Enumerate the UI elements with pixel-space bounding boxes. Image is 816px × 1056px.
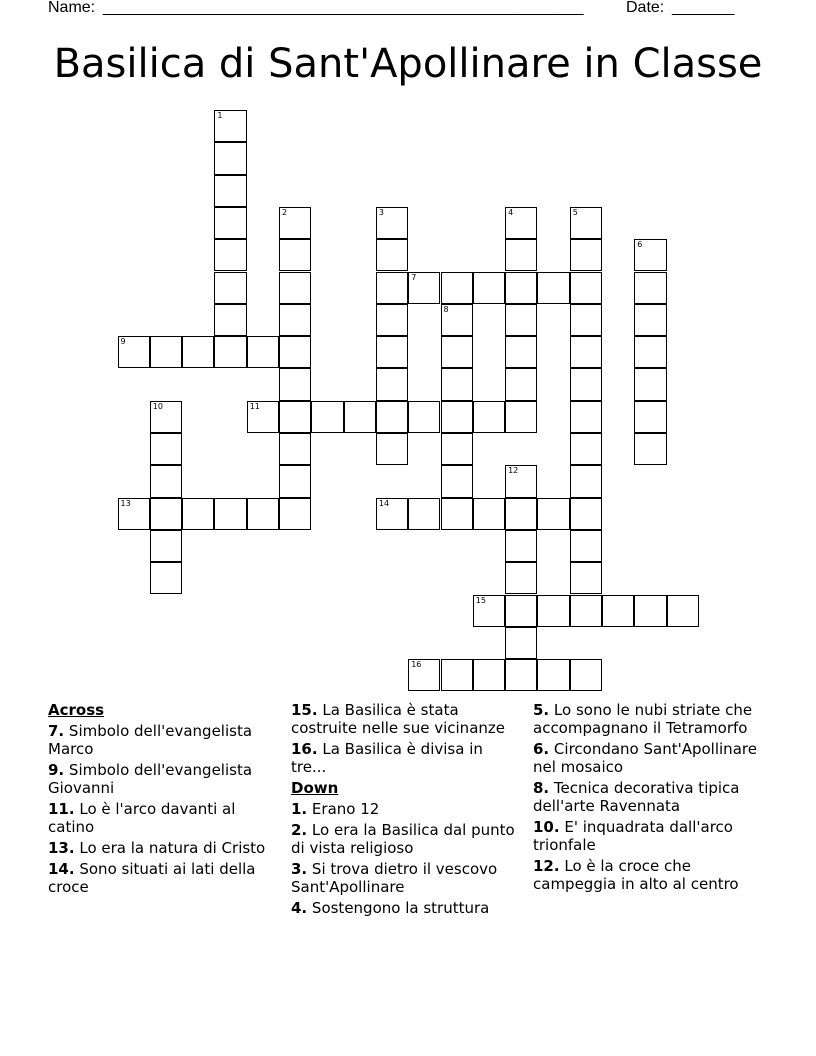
grid-cell[interactable]	[505, 272, 537, 304]
clue-across-14: 14. Sono situati ai lati della croce	[48, 860, 256, 896]
grid-cell[interactable]	[118, 336, 150, 368]
grid-cell[interactable]	[214, 498, 246, 530]
grid-cell[interactable]	[441, 659, 473, 691]
puzzle-title: Basilica di Sant'Apollinare in Classe	[53, 41, 763, 87]
grid-cell[interactable]	[505, 659, 537, 691]
grid-cell[interactable]	[634, 272, 666, 304]
grid-cell[interactable]	[214, 207, 246, 239]
grid-cell[interactable]	[537, 498, 569, 530]
grid-cell[interactable]	[441, 401, 473, 433]
grid-cell[interactable]	[150, 562, 182, 594]
grid-cell[interactable]	[150, 433, 182, 465]
date-field-line[interactable]: _______	[672, 0, 735, 16]
grid-cell[interactable]	[505, 239, 537, 271]
grid-cell[interactable]	[376, 336, 408, 368]
grid-cell[interactable]	[279, 401, 311, 433]
grid-cell[interactable]	[505, 336, 537, 368]
grid-cell[interactable]	[247, 498, 279, 530]
clue-down-12: 12. Lo è la croce che campeggia in alto al centro	[533, 857, 739, 893]
grid-cell[interactable]	[279, 272, 311, 304]
grid-cell[interactable]	[441, 433, 473, 465]
cell-number: 8	[443, 304, 449, 314]
grid-cell[interactable]	[634, 433, 666, 465]
clues-column-3	[533, 701, 778, 896]
date-label: Date:	[626, 0, 665, 16]
cell-number: 6	[637, 240, 643, 250]
clue-across-9: 9. Simbolo dell'evangelista Giovanni	[48, 761, 253, 797]
grid-cell[interactable]	[570, 207, 602, 239]
grid-cell[interactable]	[408, 498, 440, 530]
name-field-line[interactable]: ______________________________________________________	[103, 0, 584, 16]
cell-number: 7	[411, 272, 417, 282]
grid-cell[interactable]	[279, 433, 311, 465]
cell-number: 16	[411, 660, 422, 670]
across-heading: Across	[48, 701, 105, 719]
grid-cell[interactable]	[279, 368, 311, 400]
down-heading: Down	[291, 779, 339, 797]
cell-number: 11	[249, 401, 260, 411]
grid-cell[interactable]	[570, 498, 602, 530]
clue-across-11: 11. Lo è l'arco davanti al catino	[48, 800, 236, 836]
grid-cell[interactable]	[473, 595, 505, 627]
grid-cell[interactable]	[570, 336, 602, 368]
grid-cell[interactable]	[279, 304, 311, 336]
grid-cell[interactable]	[150, 401, 182, 433]
clue-down-10: 10. E' inquadrata dall'arco trionfale	[533, 818, 733, 854]
grid-cell[interactable]	[376, 239, 408, 271]
grid-cell[interactable]	[505, 368, 537, 400]
grid-cell[interactable]	[214, 272, 246, 304]
grid-cell[interactable]	[537, 272, 569, 304]
grid-cell[interactable]	[150, 498, 182, 530]
grid-cell[interactable]	[376, 272, 408, 304]
grid-cell[interactable]	[279, 336, 311, 368]
grid-cell[interactable]	[376, 401, 408, 433]
grid-cell[interactable]	[311, 401, 343, 433]
cell-number: 4	[508, 207, 514, 217]
cell-number: 10	[152, 401, 163, 411]
grid-cell[interactable]	[570, 239, 602, 271]
grid-cell[interactable]	[247, 336, 279, 368]
grid-cell[interactable]	[408, 401, 440, 433]
grid-cell[interactable]	[570, 562, 602, 594]
grid-cell[interactable]	[570, 401, 602, 433]
cell-number: 9	[120, 337, 126, 347]
grid-cell[interactable]	[505, 401, 537, 433]
cell-number: 3	[378, 207, 384, 217]
grid-cell[interactable]	[505, 595, 537, 627]
grid-cell[interactable]	[376, 304, 408, 336]
grid-cell[interactable]	[537, 595, 569, 627]
grid-cell[interactable]	[150, 336, 182, 368]
grid-cell[interactable]	[441, 368, 473, 400]
cell-number: 2	[282, 207, 288, 217]
grid-cell[interactable]	[118, 498, 150, 530]
grid-cell[interactable]	[634, 336, 666, 368]
grid-cell[interactable]	[634, 304, 666, 336]
grid-cell[interactable]	[570, 368, 602, 400]
grid-cell[interactable]	[473, 401, 505, 433]
grid-cell[interactable]	[182, 498, 214, 530]
cell-number: 12	[508, 466, 519, 476]
cell-number: 13	[120, 498, 131, 508]
grid-cell[interactable]	[214, 304, 246, 336]
grid-cell[interactable]	[634, 595, 666, 627]
grid-cell[interactable]	[570, 595, 602, 627]
clue-down-6: 6. Circondano Sant'Apollinare nel mosaico	[533, 740, 757, 776]
grid-cell[interactable]	[376, 433, 408, 465]
grid-cell[interactable]	[279, 239, 311, 271]
grid-cell[interactable]	[570, 465, 602, 497]
grid-cell[interactable]	[473, 659, 505, 691]
grid-cell[interactable]	[505, 562, 537, 594]
grid-cell[interactable]	[441, 465, 473, 497]
clue-down-2: 2. Lo era la Basilica dal punto di vista religioso	[291, 821, 515, 857]
grid-cell[interactable]	[570, 659, 602, 691]
grid-cell[interactable]	[214, 142, 246, 174]
grid-cell[interactable]	[344, 401, 376, 433]
grid-cell[interactable]	[505, 465, 537, 497]
grid-cell[interactable]	[441, 498, 473, 530]
cell-number: 14	[378, 498, 390, 508]
grid-cell[interactable]	[537, 659, 569, 691]
grid-cell[interactable]	[505, 627, 537, 659]
grid-cell[interactable]	[473, 498, 505, 530]
grid-cell[interactable]	[150, 465, 182, 497]
grid-cell[interactable]	[279, 207, 311, 239]
grid-cell[interactable]	[634, 368, 666, 400]
grid-cell[interactable]	[214, 175, 246, 207]
grid-cell[interactable]	[279, 465, 311, 497]
grid-cell[interactable]	[570, 433, 602, 465]
clue-across-7: 7. Simbolo dell'evangelista Marco	[48, 722, 253, 758]
clue-down-1: 1. Erano 12	[291, 800, 380, 818]
grid-cell[interactable]	[667, 595, 699, 627]
clues-column-2	[291, 701, 521, 920]
grid-cell[interactable]	[473, 272, 505, 304]
clue-down-3: 3. Si trova dietro il vescovo Sant'Apollinare	[291, 860, 498, 896]
clues-column-1	[48, 701, 276, 899]
grid-cell[interactable]	[376, 207, 408, 239]
grid-cell[interactable]	[505, 304, 537, 336]
grid-cell[interactable]	[247, 401, 279, 433]
clue-across-16: 16. La Basilica è divisa in tre...	[291, 740, 483, 776]
cell-number: 5	[572, 207, 578, 217]
clue-across-13: 13. Lo era la natura di Cristo	[48, 839, 266, 857]
grid-cell[interactable]	[214, 336, 246, 368]
grid-cell[interactable]	[214, 239, 246, 271]
grid-cell[interactable]	[602, 595, 634, 627]
clue-down-4: 4. Sostengono la struttura	[291, 899, 490, 917]
cell-number: 15	[475, 595, 486, 605]
grid-cell[interactable]	[441, 272, 473, 304]
grid-cell[interactable]	[279, 498, 311, 530]
grid-cell[interactable]	[150, 530, 182, 562]
grid-cell[interactable]	[634, 401, 666, 433]
grid-cell[interactable]	[505, 498, 537, 530]
grid-cell[interactable]	[408, 659, 440, 691]
clue-down-8: 8. Tecnica decorativa tipica dell'arte Ravennata	[533, 779, 740, 815]
grid-cell[interactable]	[441, 336, 473, 368]
cell-number: 1	[217, 111, 223, 120]
grid-cell[interactable]	[570, 530, 602, 562]
grid-cell[interactable]	[408, 272, 440, 304]
grid-cell[interactable]	[214, 110, 246, 142]
grid-cell[interactable]	[505, 207, 537, 239]
grid-cell[interactable]	[505, 530, 537, 562]
clue-down-5: 5. Lo sono le nubi striate che accompagnano il Tetramorfo	[533, 701, 753, 737]
grid-cell[interactable]	[570, 304, 602, 336]
grid-cell[interactable]	[441, 304, 473, 336]
grid-cell[interactable]	[376, 498, 408, 530]
grid-cell[interactable]	[376, 368, 408, 400]
grid-cell[interactable]	[182, 336, 214, 368]
clue-across-15: 15. La Basilica è stata costruite nelle sue vicinanze	[291, 701, 505, 737]
name-label: Name:	[48, 0, 96, 16]
grid-cell[interactable]	[634, 239, 666, 271]
grid-cell[interactable]	[570, 272, 602, 304]
